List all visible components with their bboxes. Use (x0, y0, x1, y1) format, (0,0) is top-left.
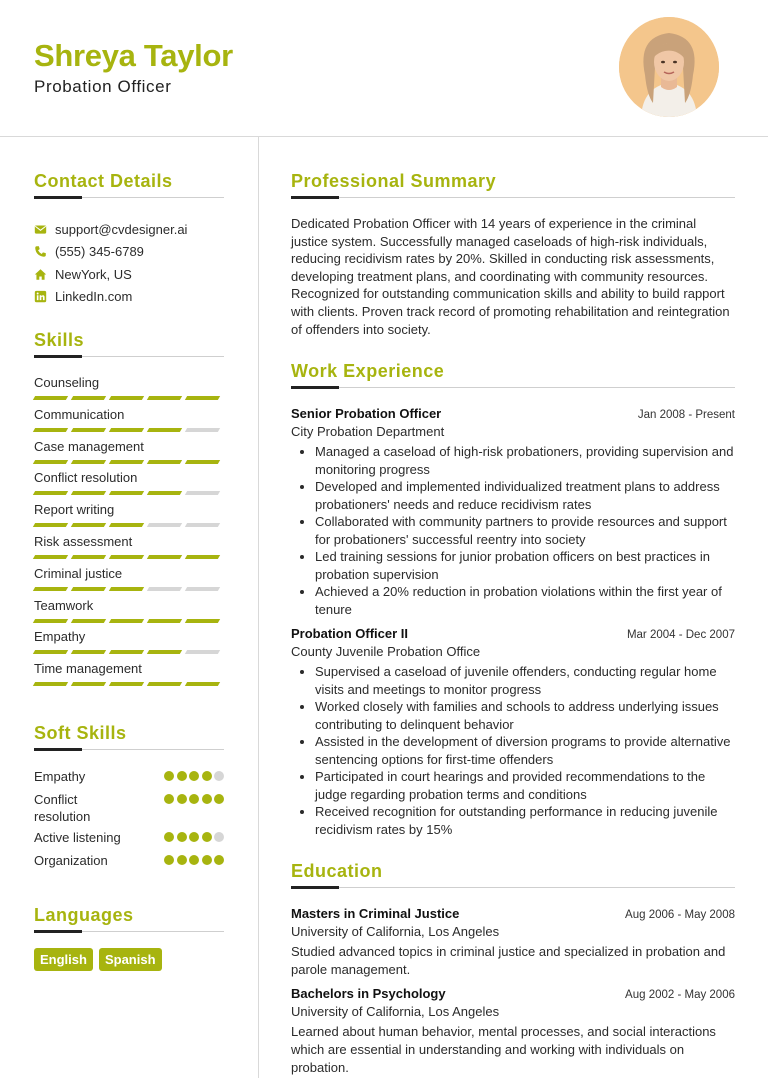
education-date: Aug 2006 - May 2008 (625, 909, 735, 922)
skill-level-segment (33, 682, 68, 686)
skill-level-segment (185, 587, 220, 591)
job-bullet: • Collaborated with community partners to provide resources and support for probationers' successful reentry into society (315, 513, 735, 548)
rating-dot (177, 832, 187, 842)
skill-level-segment (109, 587, 144, 591)
degree-title: Masters in Criminal Justice (291, 906, 460, 922)
education-date: Aug 2002 - May 2006 (625, 989, 735, 1002)
language-badge: Spanish (99, 948, 162, 971)
soft-skill-item (34, 829, 224, 846)
skill-level-segment (147, 396, 182, 400)
skill-item (34, 534, 224, 566)
job-bullet: • Worked closely with families and schools to address underlying issues contributing to delinquent behavior (315, 698, 735, 733)
soft-skills-section-title: Soft Skills (34, 723, 224, 750)
linkedin-icon (34, 290, 47, 303)
contact-email-text: support@cvdesigner.ai (55, 221, 188, 237)
skill-level-bar (34, 587, 224, 592)
skill-level-bar (34, 555, 224, 560)
skill-level-segment (185, 555, 220, 559)
skill-name: Report writing (34, 502, 115, 518)
skill-level-segment (109, 682, 144, 686)
skills-section-title: Skills (34, 330, 224, 357)
envelope-icon (34, 223, 47, 236)
education-entry (291, 906, 735, 978)
contact-linkedin[interactable] (34, 286, 224, 309)
soft-skill-item (34, 791, 224, 825)
skill-level-segment (71, 523, 106, 527)
skill-level-segment (185, 650, 220, 654)
skill-item (34, 502, 224, 534)
skill-name: Communication (34, 406, 125, 422)
skill-item (34, 598, 224, 630)
skill-level-segment (33, 555, 68, 559)
skill-level-segment (33, 460, 68, 464)
soft-skill-item (34, 852, 224, 869)
skill-level-segment (109, 491, 144, 495)
skill-item (34, 375, 224, 407)
soft-skill-rating (162, 832, 225, 842)
resume-header (0, 0, 768, 137)
phone-icon (34, 245, 47, 258)
skill-level-bar (34, 460, 224, 465)
skill-level-segment (109, 396, 144, 400)
job-title: Probation Officer II (291, 626, 409, 642)
soft-skill-rating (162, 794, 225, 804)
skill-name: Time management (34, 661, 142, 677)
skill-level-bar (34, 491, 224, 496)
job-entry (291, 626, 735, 838)
soft-skills-list (34, 768, 224, 869)
skill-level-segment (33, 428, 68, 432)
skill-item (34, 407, 224, 439)
languages-list (34, 948, 224, 971)
skill-level-segment (33, 650, 68, 654)
job-bullets (291, 663, 735, 838)
job-bullet: • Supervised a caseload of juvenile offenders, conducting regular home visits and meetings to monitor progress (315, 663, 735, 698)
job-bullet: • Managed a caseload of high-risk probationers, providing supervision and monitoring progress (315, 443, 735, 478)
rating-dot (189, 794, 199, 804)
soft-skill-name: Empathy (34, 768, 86, 784)
job-bullets (291, 443, 735, 618)
skill-item (34, 439, 224, 471)
job-entry (291, 406, 735, 618)
soft-skill-rating (162, 771, 225, 781)
skill-level-segment (109, 555, 144, 559)
skill-level-segment (185, 682, 220, 686)
job-bullet: • Received recognition for outstanding performance in reducing juvenile recidivism rates by 15% (315, 803, 735, 838)
skill-level-segment (71, 460, 106, 464)
skill-level-segment (185, 491, 220, 495)
education-entry (291, 986, 735, 1076)
contact-linkedin-text: LinkedIn.com (55, 289, 133, 305)
skill-level-segment (185, 396, 220, 400)
contact-list (34, 218, 224, 308)
skill-level-segment (33, 523, 68, 527)
skill-item (34, 470, 224, 502)
home-icon (34, 268, 47, 281)
skill-name: Teamwork (34, 597, 94, 613)
skill-level-bar (34, 650, 224, 655)
skill-level-segment (147, 682, 182, 686)
avatar (619, 17, 719, 117)
rating-dot (202, 794, 212, 804)
rating-dot (214, 855, 224, 865)
soft-skill-name: Active listening (34, 829, 121, 845)
skill-item (34, 566, 224, 598)
skill-level-segment (33, 396, 68, 400)
job-date: Mar 2004 - Dec 2007 (626, 629, 735, 642)
soft-skill-item (34, 768, 224, 785)
skill-name: Case management (34, 438, 144, 454)
job-bullet: • Participated in court hearings and provided recommendations to the judge regarding probation terms and conditions (315, 768, 735, 803)
rating-dot (189, 832, 199, 842)
job-bullet: • Led training sessions for junior probation officers on best practices in probation supervision (315, 548, 735, 583)
skill-name: Criminal justice (34, 565, 123, 581)
rating-dot (202, 855, 212, 865)
skill-level-segment (147, 491, 182, 495)
skill-level-segment (147, 555, 182, 559)
degree-title: Bachelors in Psychology (291, 986, 446, 1002)
profile-photo (619, 17, 719, 117)
column-divider (258, 137, 259, 1078)
education-description: Learned about human behavior, mental processes, and social interactions which are essential in understanding and working with individuals on probation. (291, 1024, 716, 1075)
rating-dot (189, 771, 199, 781)
job-date: Jan 2008 - Present (637, 409, 735, 422)
skill-level-segment (71, 555, 106, 559)
rating-dot (214, 771, 224, 781)
rating-dot (164, 771, 174, 781)
skill-level-segment (185, 428, 220, 432)
skill-name: Risk assessment (34, 533, 133, 549)
candidate-title: Probation Officer (34, 77, 172, 96)
contact-phone[interactable] (34, 241, 224, 264)
job-bullet: • Developed and implemented individualized treatment plans to address probationers' needs and reduce recidivism rates (315, 478, 735, 513)
sidebar (34, 137, 224, 971)
rating-dot (214, 832, 224, 842)
rating-dot (214, 794, 224, 804)
skill-level-segment (71, 491, 106, 495)
skill-level-bar (34, 396, 224, 401)
soft-skill-name: Conflict resolution (34, 791, 91, 824)
rating-dot (164, 794, 174, 804)
skill-item (34, 629, 224, 661)
skill-name: Conflict resolution (34, 470, 138, 486)
candidate-name: Shreya Taylor (34, 38, 233, 73)
contact-phone-text: (555) 345-6789 (55, 244, 144, 260)
skill-level-segment (147, 460, 182, 464)
languages-section-title: Languages (34, 905, 224, 932)
job-bullet: • Achieved a 20% reduction in probation violations within the first year of tenure (315, 583, 735, 618)
contact-email[interactable] (34, 218, 224, 241)
soft-skill-rating (162, 855, 225, 865)
education-section-title: Education (291, 861, 735, 888)
skill-level-segment (33, 587, 68, 591)
education-description: Studied advanced topics in criminal justice and specialized in probation and parole management. (291, 944, 726, 977)
skill-level-segment (185, 523, 220, 527)
skill-level-bar (34, 428, 224, 433)
skill-level-segment (147, 619, 182, 623)
job-organization: City Probation Department (291, 424, 445, 440)
skill-level-bar (34, 523, 224, 528)
skill-level-segment (109, 650, 144, 654)
skill-level-segment (109, 619, 144, 623)
rating-dot (202, 771, 212, 781)
job-bullet: • Assisted in the development of diversion programs to provide alternative sentencing options for first-time offenders (315, 733, 735, 768)
skill-level-bar (34, 619, 224, 624)
school-name: University of California, Los Angeles (291, 1004, 500, 1020)
skill-level-segment (71, 428, 106, 432)
main-content (291, 137, 735, 1076)
rating-dot (164, 832, 174, 842)
rating-dot (164, 855, 174, 865)
language-badge: English (34, 948, 93, 971)
skill-level-segment (71, 587, 106, 591)
summary-text: Dedicated Probation Officer with 14 years of experience in the criminal justice system. Successfully managed caseloads of high-risk individuals, reducing recidivism rates by 20%. Skilled in conducting risk assessments, developing treatment plans, and coordinating with community resources. Recognized for outstanding communication skills and ability to build rapport with clients. Proven track record of promoting rehabilitation and reintegration of offenders into society. (291, 216, 730, 337)
skills-list (34, 375, 224, 693)
skill-level-bar (34, 682, 224, 687)
skill-level-segment (147, 650, 182, 654)
rating-dot (189, 855, 199, 865)
summary-section-title: Professional Summary (291, 171, 735, 198)
skill-level-segment (147, 428, 182, 432)
experience-section-title: Work Experience (291, 361, 735, 388)
rating-dot (177, 771, 187, 781)
job-title: Senior Probation Officer (291, 406, 442, 422)
skill-level-segment (109, 523, 144, 527)
skill-level-segment (185, 460, 220, 464)
skill-level-segment (109, 460, 144, 464)
skill-level-segment (147, 587, 182, 591)
skill-level-segment (33, 491, 68, 495)
contact-location (34, 263, 224, 286)
skill-level-segment (185, 619, 220, 623)
skill-level-segment (71, 396, 106, 400)
skill-level-segment (33, 619, 68, 623)
skill-level-segment (109, 428, 144, 432)
rating-dot (177, 794, 187, 804)
skill-name: Empathy (34, 629, 86, 645)
skill-level-segment (71, 650, 106, 654)
skill-level-segment (147, 523, 182, 527)
soft-skill-name: Organization (34, 852, 108, 868)
rating-dot (177, 855, 187, 865)
rating-dot (202, 832, 212, 842)
job-organization: County Juvenile Probation Office (291, 644, 481, 660)
contact-section-title: Contact Details (34, 171, 224, 198)
skill-level-segment (71, 619, 106, 623)
skill-level-segment (71, 682, 106, 686)
skill-item (34, 661, 224, 693)
skill-name: Counseling (34, 375, 100, 390)
school-name: University of California, Los Angeles (291, 924, 500, 940)
contact-location-text: NewYork, US (55, 266, 132, 282)
